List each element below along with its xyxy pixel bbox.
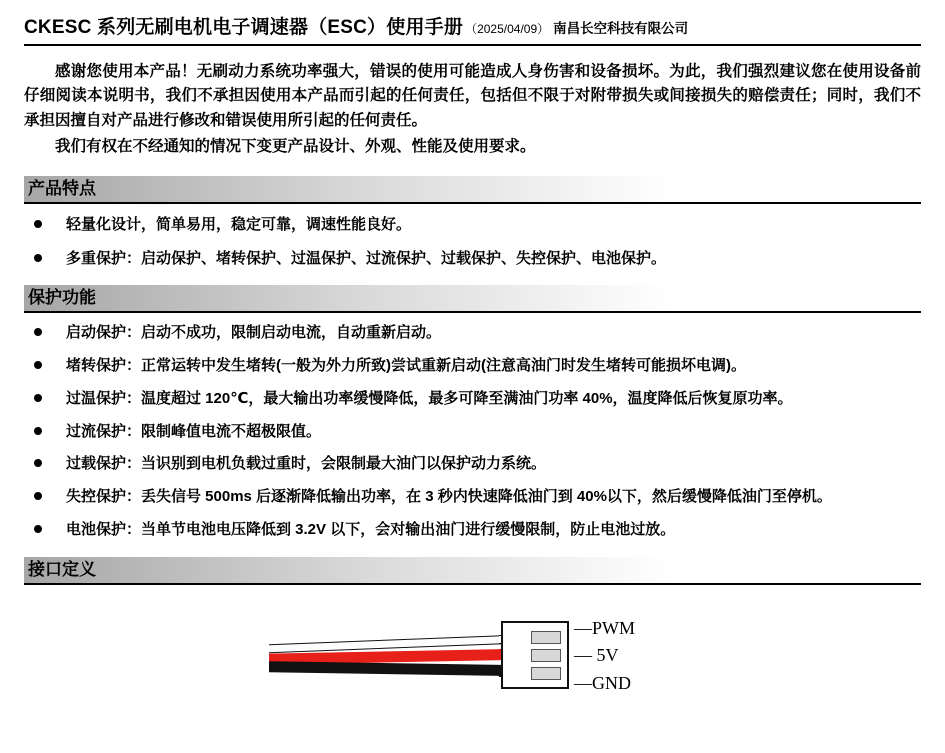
section-heading-protection-label: 保护功能	[28, 288, 96, 308]
bullet-dot-icon	[34, 492, 42, 500]
list-item	[24, 214, 921, 236]
section-heading-features-label: 产品特点	[28, 178, 96, 198]
document-date: （2025/04/09）	[465, 22, 550, 36]
list-item-text: 轻量化设计，简单易用，稳定可靠，调速性能良好。	[66, 215, 412, 233]
ground-wire	[269, 661, 509, 676]
protection-list	[24, 322, 921, 540]
bullet-dot-icon	[34, 328, 42, 336]
section-heading-protection	[24, 285, 921, 311]
list-item	[24, 421, 921, 443]
section-heading-features	[24, 176, 921, 202]
connector-housing	[501, 621, 569, 689]
company-name: 南昌长空科技有限公司	[553, 21, 689, 36]
label-gnd: —GND	[574, 672, 631, 693]
connector-pin-gnd	[531, 667, 561, 680]
list-item-text: 启动保护：启动不成功，限制启动电流，自动重新启动。	[66, 324, 442, 342]
section-heading-interface-label: 接口定义	[28, 559, 96, 579]
intro-paragraph-2: 我们有权在不经通知的情况下变更产品设计、外观、性能及使用要求。	[55, 138, 536, 156]
connector-pin-5v	[531, 649, 561, 662]
list-item-text: 失控保护：丢失信号 500ms 后逐渐降低输出功率，在 3 秒内快速降低油门到 40%以下，然后缓慢降低油门至停机。	[66, 488, 832, 506]
list-item	[24, 388, 921, 410]
bullet-dot-icon	[34, 361, 42, 369]
page-title: CKESC 系列无刷电机电子调速器（ESC）使用手册	[24, 17, 464, 38]
connector-diagram-wrapper	[24, 603, 921, 753]
features-list	[24, 214, 921, 270]
bullet-dot-icon	[34, 459, 42, 467]
connector-diagram	[269, 613, 699, 733]
bullet-dot-icon	[34, 525, 42, 533]
intro-block	[24, 60, 921, 160]
section-heading-interface	[24, 557, 921, 583]
list-item	[24, 453, 921, 475]
label-pwm: —PWM	[574, 617, 636, 638]
list-item	[24, 248, 921, 270]
document-header	[24, 12, 921, 46]
list-item-text: 过载保护：当识别到电机负载过重时，会限制最大油门以保护动力系统。	[66, 455, 547, 473]
list-item-text: 过流保护：限制峰值电流不超极限值。	[66, 422, 322, 440]
list-item	[24, 486, 921, 508]
bullet-dot-icon	[34, 427, 42, 435]
list-item-text: 电池保护：当单节电池电压降低到 3.2V 以下，会对输出油门进行缓慢限制，防止电池过放。	[66, 520, 676, 538]
list-item	[24, 519, 921, 541]
bullet-dot-icon	[34, 254, 42, 262]
label-5v: — 5V	[574, 644, 619, 665]
list-item	[24, 355, 921, 377]
intro-paragraph-1: 感谢您使用本产品！无刷动力系统功率强大，错误的使用可能造成人身伤害和设备损坏。为此，我们强烈建议您在使用设备前仔细阅读本说明书，我们不承担因使用本产品而引起的任何责任，包括但不限于对附带损失或间接损失的赔偿责任；同时，我们不承担因擅自对产品进行修改和错误使用所引起的任何责任。	[24, 63, 921, 129]
list-item	[24, 322, 921, 344]
bullet-dot-icon	[34, 394, 42, 402]
list-item-text: 过温保护：温度超过 120℃，最大输出功率缓慢降低，最多可降至满油门功率 40%，温度降低后恢复原功率。	[66, 389, 793, 407]
list-item-text: 多重保护：启动保护、堵转保护、过温保护、过流保护、过载保护、失控保护、电池保护。	[66, 249, 667, 267]
connector-pin-pwm	[531, 631, 561, 644]
bullet-dot-icon	[34, 220, 42, 228]
list-item-text: 堵转保护：正常运转中发生堵转(一般为外力所致)尝试重新启动(注意高油门时发生堵转可能损坏电调)。	[66, 357, 746, 375]
